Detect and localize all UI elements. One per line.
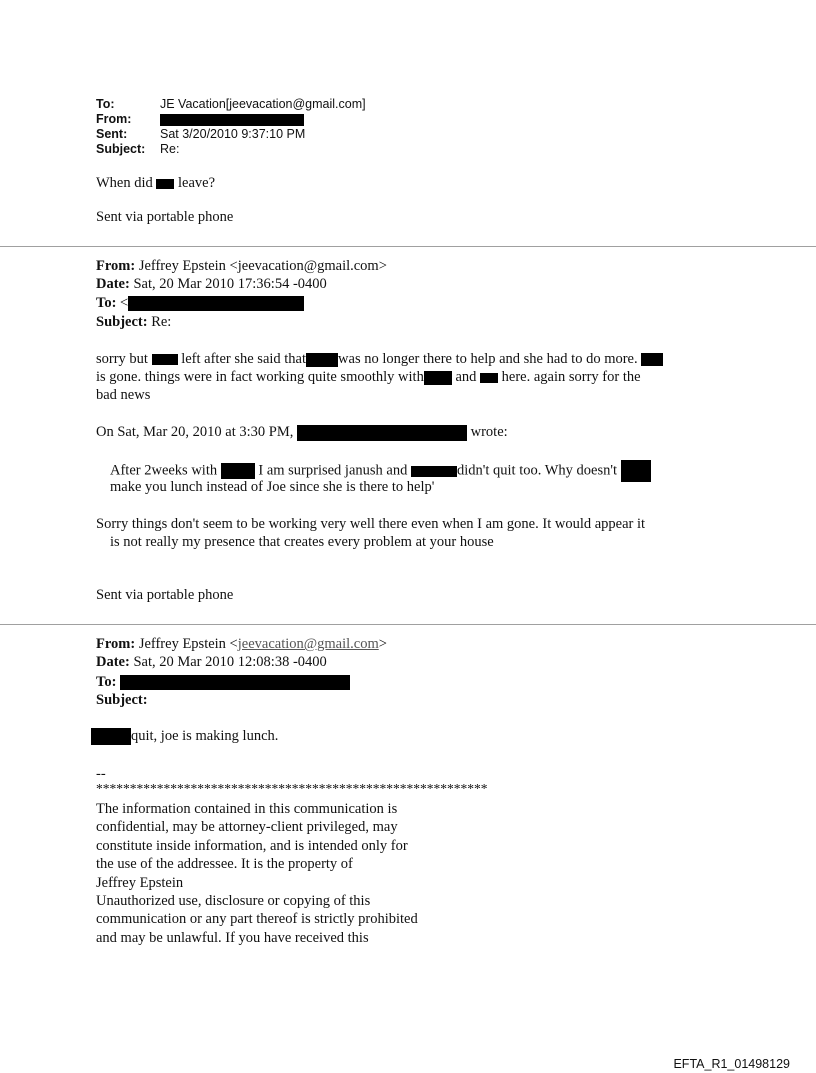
header-from-row bbox=[96, 112, 304, 127]
to-label: To: bbox=[96, 674, 117, 690]
message-divider bbox=[0, 246, 816, 247]
body-text: wrote: bbox=[470, 424, 508, 440]
to-label: To: bbox=[96, 295, 117, 311]
body-text: here. again sorry for the bbox=[501, 369, 641, 385]
from-label: From: bbox=[96, 636, 136, 652]
quote-intro bbox=[96, 423, 508, 441]
redaction-box bbox=[128, 296, 304, 311]
message3-body bbox=[91, 727, 278, 745]
sent-value: Sat 3/20/2010 9:37:10 PM bbox=[160, 127, 306, 141]
from-label: From: bbox=[96, 112, 132, 126]
to-value: JE Vacation[jeevacation@gmail.com] bbox=[160, 97, 366, 111]
message1-body bbox=[96, 174, 215, 192]
from-value: > bbox=[378, 636, 387, 652]
message3-date-row bbox=[96, 653, 327, 671]
redaction-box bbox=[120, 675, 350, 690]
message2-body-line3: bad news bbox=[96, 387, 151, 403]
date-value: Sat, 20 Mar 2010 12:08:38 -0400 bbox=[133, 654, 327, 670]
disclaimer-line: communication or any part thereof is strictly prohibited bbox=[96, 911, 418, 928]
disclaimer-line: and may be unlawful. If you have received this bbox=[96, 929, 369, 946]
redaction-box bbox=[411, 466, 457, 477]
to-label: To: bbox=[96, 97, 115, 111]
message2-para-line1: Sorry things don't seem to be working very well there even when I am gone. It would appear it bbox=[96, 516, 646, 532]
date-value: Sat, 20 Mar 2010 17:36:54 -0400 bbox=[133, 276, 327, 292]
header-to-row bbox=[96, 97, 366, 112]
body-text: When did bbox=[96, 175, 153, 191]
redaction-box bbox=[160, 114, 304, 126]
message2-to-row bbox=[96, 294, 304, 312]
body-text: was no longer there to help and she had to do more. bbox=[338, 351, 638, 367]
redaction-box bbox=[641, 353, 663, 366]
disclaimer-line: constitute inside information, and is intended only for bbox=[96, 837, 408, 854]
from-value: Jeffrey Epstein <jeevacation@gmail.com> bbox=[138, 258, 387, 274]
document-id: EFTA_R1_01498129 bbox=[673, 1057, 790, 1071]
redaction-box bbox=[480, 373, 498, 383]
body-text: and bbox=[455, 369, 477, 385]
message3-from-row bbox=[96, 635, 387, 653]
body-text: I am surprised janush and bbox=[258, 462, 408, 479]
header-subject-row bbox=[96, 142, 179, 157]
disclaimer-line: The information contained in this communication is bbox=[96, 801, 398, 817]
disclaimer-line: Unauthorized use, disclosure or copying of this bbox=[96, 893, 371, 910]
subject-label: Subject: bbox=[96, 142, 146, 156]
subject-value: Re: bbox=[151, 314, 172, 330]
body-text: On Sat, Mar 20, 2010 at 3:30 PM, bbox=[96, 424, 294, 440]
redaction-box bbox=[221, 463, 255, 479]
date-label: Date: bbox=[96, 276, 130, 292]
message1-signature: Sent via portable phone bbox=[96, 209, 234, 225]
quote-line2: make you lunch instead of Joe since she is there to help' bbox=[110, 479, 435, 495]
message3-subject-row bbox=[96, 691, 148, 709]
disclaimer-line: the use of the addressee. It is the property of bbox=[96, 856, 353, 873]
message2-from-row bbox=[96, 257, 387, 275]
body-text: left after she said that bbox=[181, 351, 307, 367]
redaction-box bbox=[156, 179, 174, 189]
disclaimer bbox=[96, 800, 418, 947]
body-text: leave? bbox=[178, 175, 216, 191]
signature-dashes: -- bbox=[96, 766, 106, 782]
email-link[interactable]: jeevacation@gmail.com bbox=[237, 636, 379, 652]
body-text: sorry but bbox=[96, 351, 148, 367]
subject-label: Subject: bbox=[96, 314, 148, 330]
message-divider bbox=[0, 624, 816, 625]
subject-label: Subject: bbox=[96, 692, 148, 708]
signature-stars: ********************************************************** bbox=[96, 781, 488, 796]
message2-signature: Sent via portable phone bbox=[96, 587, 234, 603]
body-text: After 2weeks with bbox=[110, 462, 218, 479]
message3-to-row bbox=[96, 673, 350, 691]
redaction-box bbox=[91, 728, 131, 745]
body-text: didn't quit too. Why doesn't bbox=[456, 462, 618, 479]
disclaimer-line: Jeffrey Epstein bbox=[96, 874, 184, 891]
body-text: quit, joe is making lunch. bbox=[131, 728, 279, 744]
message2-date-row bbox=[96, 275, 327, 293]
header-sent-row bbox=[96, 127, 305, 142]
sent-label: Sent: bbox=[96, 127, 128, 141]
date-label: Date: bbox=[96, 654, 130, 670]
redaction-box bbox=[297, 425, 467, 441]
message2-para-line2: is not really my presence that creates every problem at your house bbox=[110, 534, 494, 550]
from-value: Jeffrey Epstein < bbox=[138, 636, 238, 652]
redaction-box bbox=[424, 371, 452, 385]
message2-body-line1 bbox=[96, 350, 663, 368]
body-text: is gone. things were in fact working quite smoothly with bbox=[96, 369, 424, 385]
message2-body-line2 bbox=[96, 368, 641, 386]
from-label: From: bbox=[96, 258, 136, 274]
subject-value: Re: bbox=[160, 142, 180, 156]
redaction-box bbox=[152, 354, 178, 365]
to-value: < bbox=[120, 295, 129, 311]
disclaimer-line: confidential, may be attorney-client privileged, may bbox=[96, 819, 398, 836]
redaction-box bbox=[306, 353, 338, 367]
redaction-box bbox=[621, 460, 651, 482]
message2-subject-row bbox=[96, 313, 171, 331]
